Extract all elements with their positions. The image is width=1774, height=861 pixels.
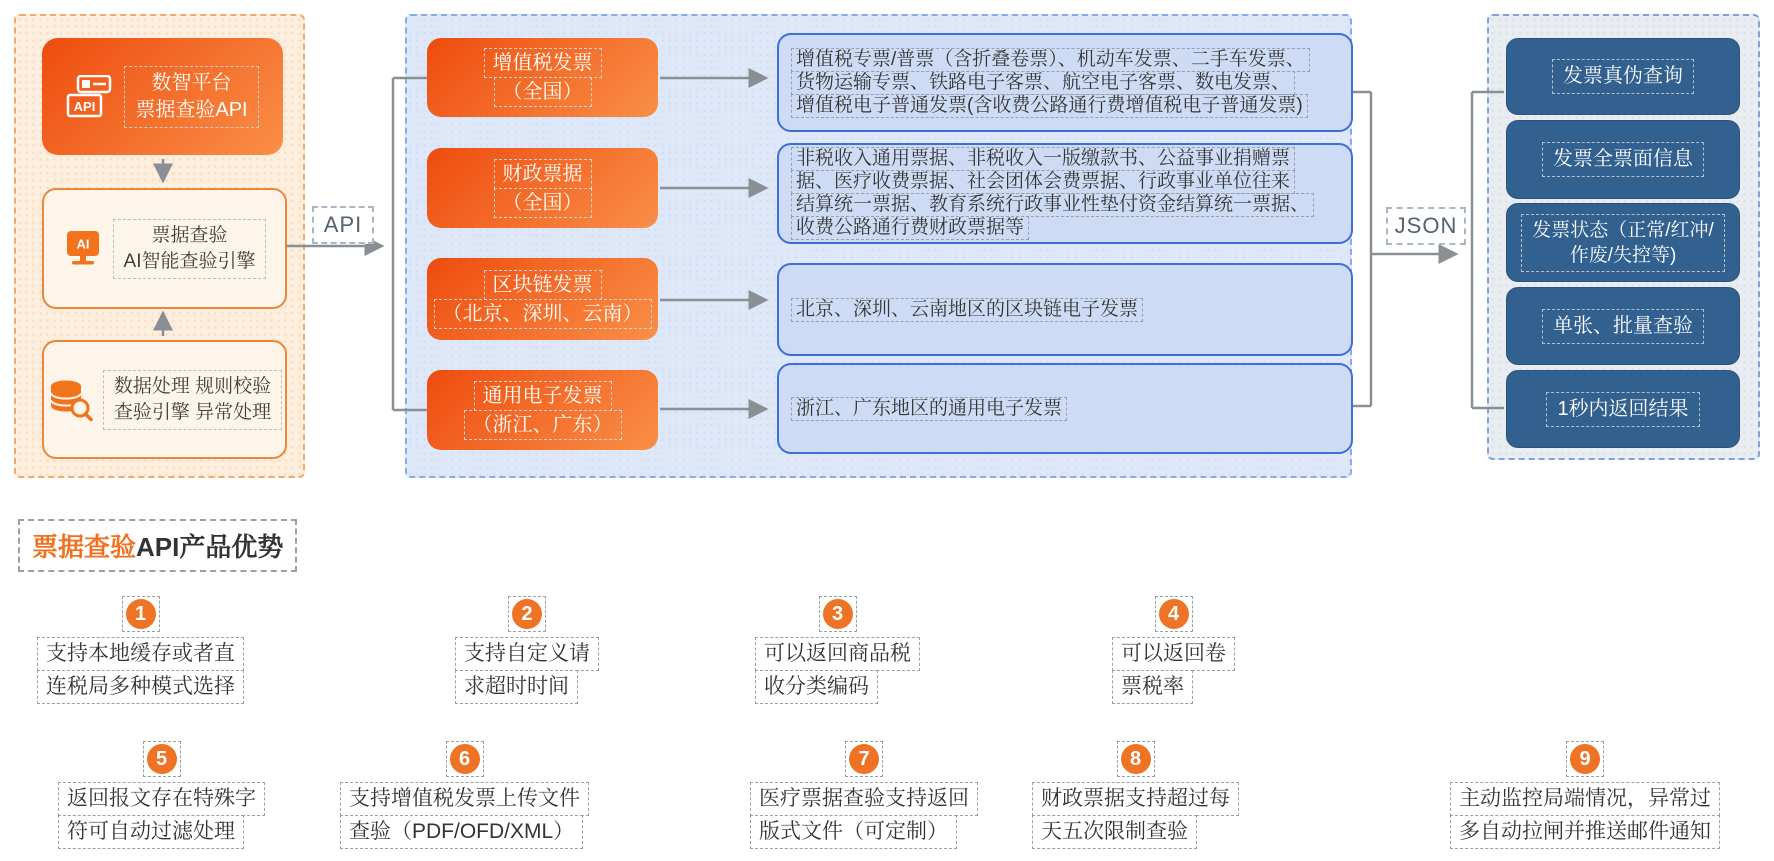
result-box-status: 发票状态（正常/红冲/ 作废/失控等) xyxy=(1506,203,1740,282)
api-label: API xyxy=(312,206,374,244)
advantage-item-5: 5 返回报文存在特殊字 符可自动过滤处理 xyxy=(58,741,265,849)
database-search-icon xyxy=(47,378,93,422)
source-box-fiscal: 财政票据 （全国） xyxy=(427,148,658,228)
badge-4: 4 xyxy=(1159,599,1189,629)
badge-6: 6 xyxy=(450,744,480,774)
advantage-item-6: 6 支持增值税发票上传文件 查验（PDF/OFD/XML） xyxy=(340,741,589,849)
data-process-box xyxy=(42,340,287,459)
source-box-blockchain: 区块链发票 （北京、深圳、云南） xyxy=(427,258,658,340)
advantage-item-3: 3 可以返回商品税 收分类编码 xyxy=(755,596,920,704)
advantage-item-9: 9 主动监控局端情况，异常过 多自动拉闸并推送邮件通知 xyxy=(1450,741,1720,849)
advantage-item-4: 4 可以返回卷 票税率 xyxy=(1112,596,1235,704)
platform-box-label: 数智平台 票据查验API xyxy=(124,66,258,128)
title-rest: API产品优势 xyxy=(136,532,284,562)
ai-monitor-icon xyxy=(63,229,103,269)
result-box-authenticity: 发票真伪查询 xyxy=(1506,38,1740,115)
badge-7: 7 xyxy=(849,744,879,774)
badge-2: 2 xyxy=(512,599,542,629)
advantage-item-1: 1 支持本地缓存或者直 连税局多种模式选择 xyxy=(37,596,244,704)
source-box-general: 通用电子发票 （浙江、广东） xyxy=(427,370,658,450)
coverage-box-general: 浙江、广东地区的通用电子发票 xyxy=(777,363,1353,454)
badge-5: 5 xyxy=(147,744,177,774)
badge-9: 9 xyxy=(1570,744,1600,774)
badge-8: 8 xyxy=(1121,744,1151,774)
advantage-item-8: 8 财政票据支持超过每 天五次限制查验 xyxy=(1032,741,1239,849)
badge-3: 3 xyxy=(823,599,853,629)
coverage-box-fiscal: 非税收入通用票据、非税收入一版缴款书、公益事业捐赠票 据、医疗收费票据、社会团体会费票据、行政事业单位往来 结算统一票据、教育系统行政事业性垫付资金结算统一票据、 收费公路通行费财政票据等 xyxy=(777,143,1353,244)
result-box-batch: 单张、批量查验 xyxy=(1506,287,1740,365)
badge-1: 1 xyxy=(126,599,156,629)
coverage-box-blockchain: 北京、深圳、云南地区的区块链电子发票 xyxy=(777,263,1353,356)
json-label: JSON xyxy=(1386,207,1466,245)
result-box-full-info: 发票全票面信息 xyxy=(1506,120,1740,199)
platform-api-box xyxy=(42,38,283,155)
source-box-vat: 增值税发票 （全国） xyxy=(427,38,658,117)
result-box-speed: 1秒内返回结果 xyxy=(1506,370,1740,448)
advantage-item-2: 2 支持自定义请 求超时时间 xyxy=(455,596,599,704)
title-highlight: 票据查验 xyxy=(32,532,137,562)
api-document-icon xyxy=(66,75,112,119)
svg-text:API: API xyxy=(74,98,96,114)
advantages-title xyxy=(18,519,297,572)
svg-text:AI: AI xyxy=(76,236,90,251)
coverage-box-vat: 增值税专票/普票（含折叠卷票）、机动车发票、二手车发票、 货物运输专票、铁路电子客票、航空电子客票、数电发票、 增值税电子普通发票(含收费公路通行费增值税电子普通发票) xyxy=(777,33,1353,132)
advantage-item-7: 7 医疗票据查验支持返回 版式文件（可定制） xyxy=(750,741,978,849)
data-process-label: 数据处理 规则校验 查验引擎 异常处理 xyxy=(103,370,282,430)
ai-engine-box xyxy=(42,188,287,309)
ai-engine-label: 票据查验 AI智能查验引擎 xyxy=(113,219,267,279)
